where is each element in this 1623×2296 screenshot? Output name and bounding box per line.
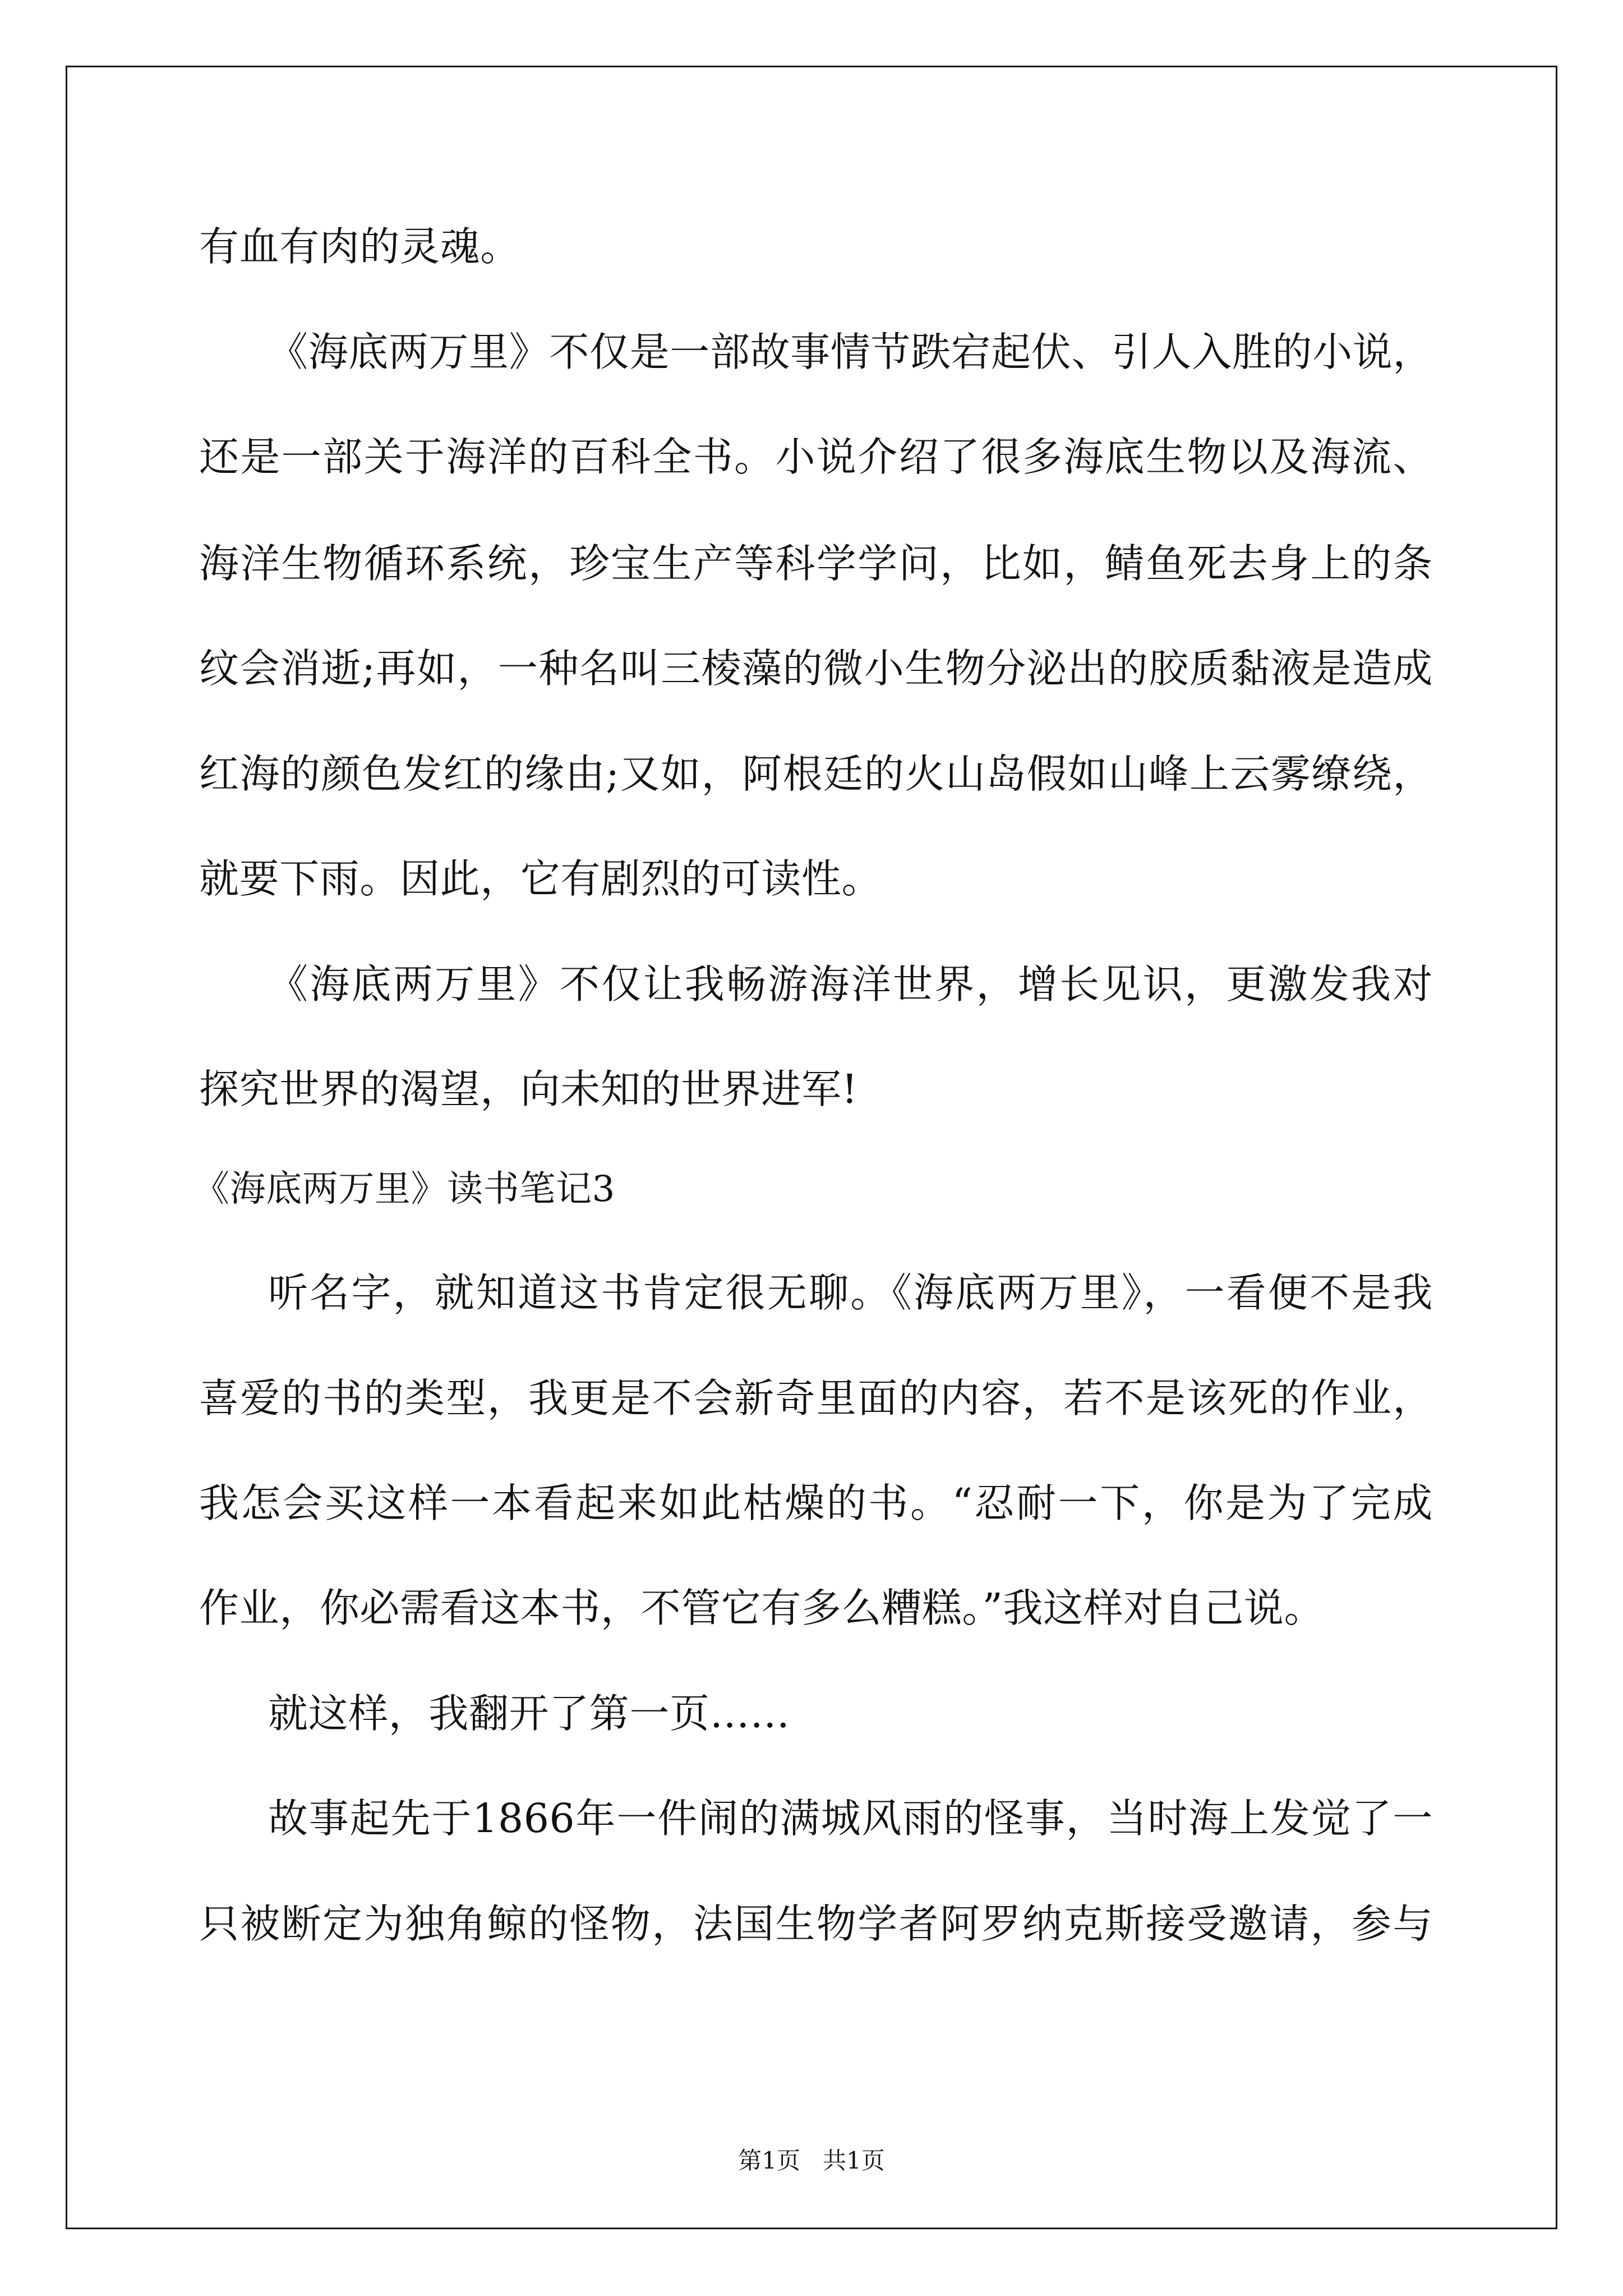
text-line-12: 喜爱的书的类型，我更是不会新奇里面的内容，若不是该死的作业， [199, 1375, 1433, 1421]
text-line-7: 就要下雨。因此，它有剧烈的可读性。 [199, 855, 882, 902]
text-line-8: 《海底两万里》不仅让我畅游海洋世界，增长见识，更激发我对 [268, 961, 1433, 1007]
text-line-5: 纹会消逝;再如，一种名叫三棱藻的微小生物分泌出的胶质黏液是造成 [199, 645, 1433, 692]
text-line-4: 海洋生物循环系统，珍宝生产等科学学问，比如，鲭鱼死去身上的条 [199, 540, 1433, 587]
text-line-15: 就这样，我翻开了第一页…… [268, 1690, 790, 1737]
text-line-17: 只被断定为独角鲸的怪物，法国生物学者阿罗纳克斯接受邀请，参与 [199, 1901, 1433, 1947]
text-line-14: 作业，你必需看这本书，不管它有多么糟糕。”我这样对自己说。 [199, 1585, 1325, 1631]
text-line-3: 还是一部关于海洋的百科全书。小说介绍了很多海底生物以及海流、 [199, 434, 1433, 480]
text-line-16: 故事起先于1866年一件闹的满城风雨的怪事，当时海上发觉了一 [268, 1795, 1433, 1842]
text-line-13: 我怎会买这样一本看起来如此枯燥的书。“忍耐一下，你是为了完成 [199, 1480, 1433, 1526]
text-line-6: 红海的颜色发红的缘由;又如，阿根廷的火山岛假如山峰上云雾缭绕， [199, 751, 1433, 797]
page-footer: 第1页 共1页 [738, 2147, 885, 2174]
text-line-9: 探究世界的渴望，向未知的世界进军! [199, 1066, 858, 1112]
text-line-1: 有血有肉的灵魂。 [199, 223, 520, 270]
section-heading: 《海底两万里》读书笔记3 [193, 1168, 615, 1210]
text-line-2: 《海底两万里》不仅是一部故事情节跌宕起伏、引人入胜的小说， [268, 329, 1433, 375]
text-line-11: 听名字，就知道这书肯定很无聊。《海底两万里》，一看便不是我 [268, 1269, 1433, 1316]
